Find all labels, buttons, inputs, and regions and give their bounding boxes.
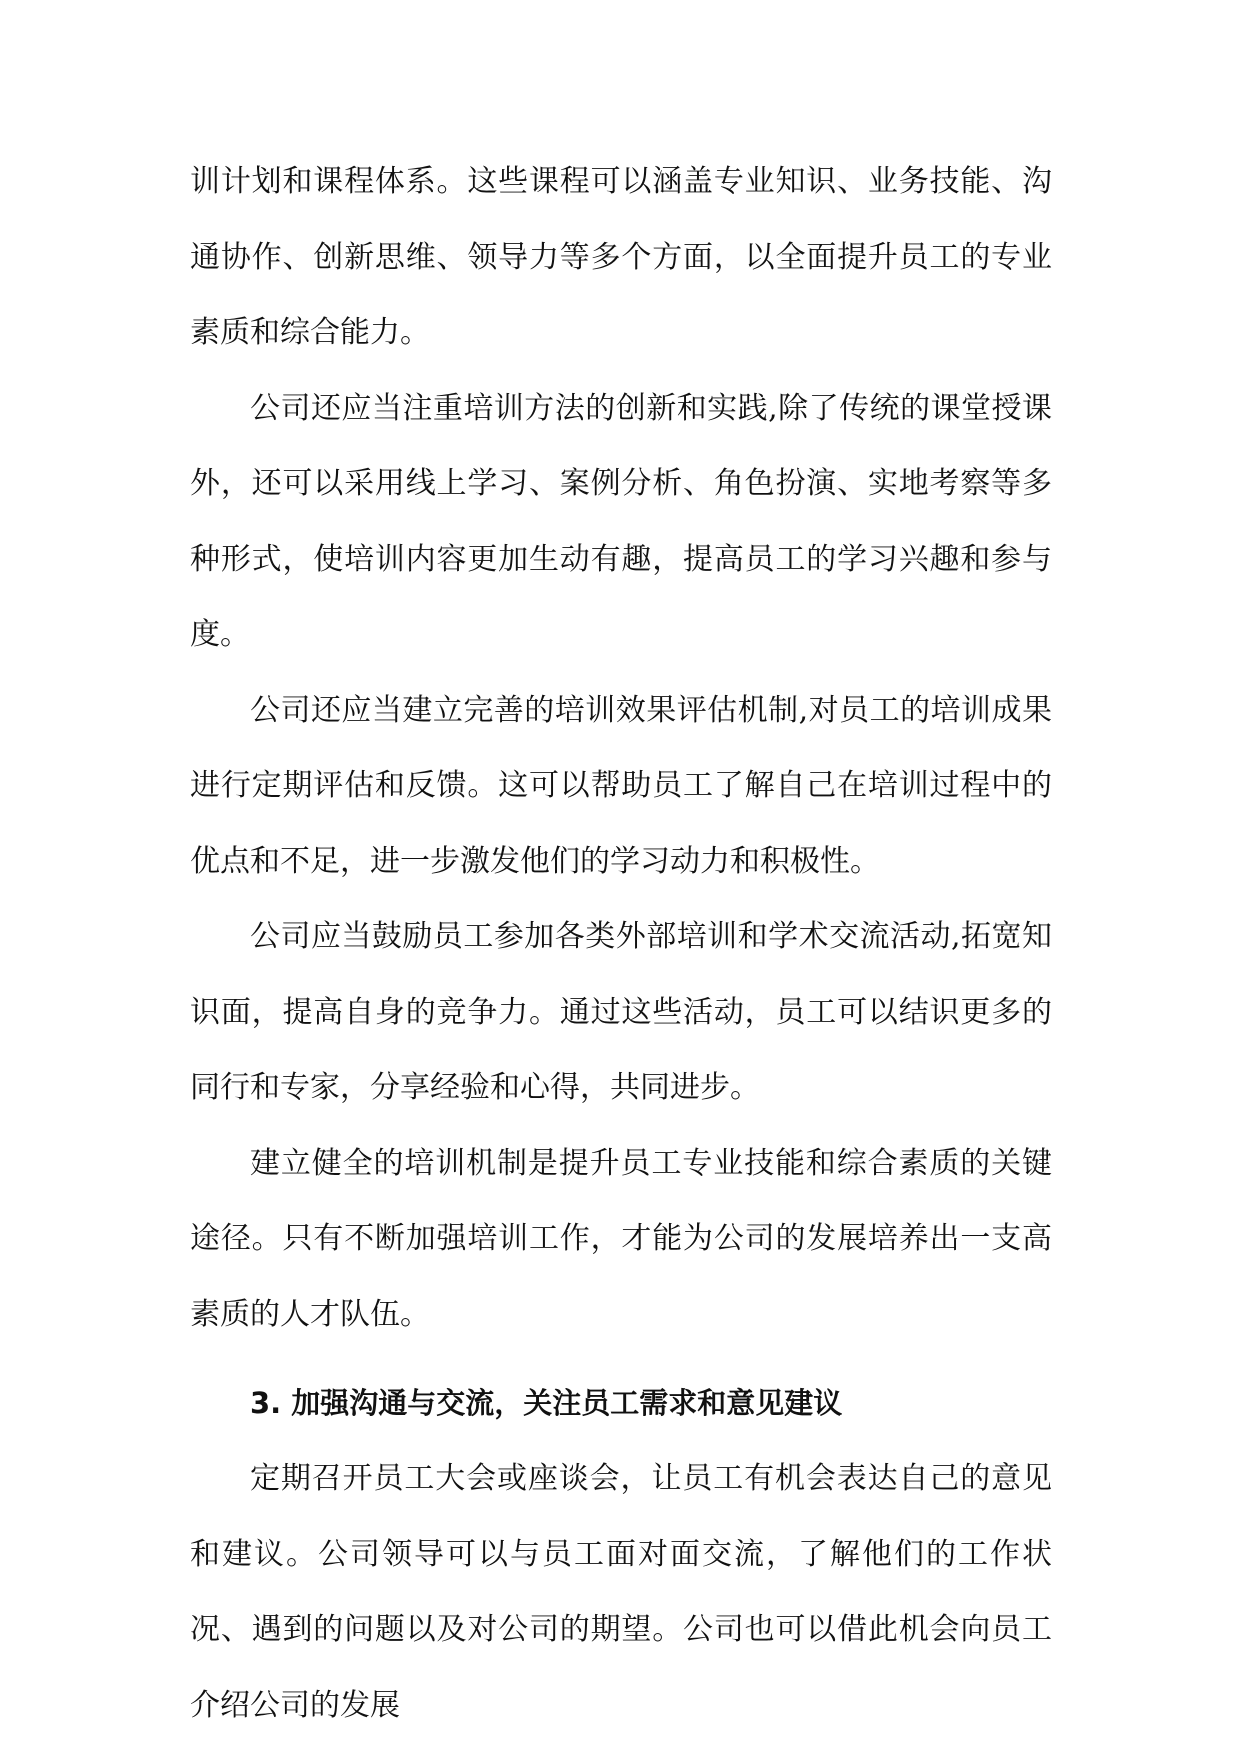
paragraph-training-methods: 公司还应当注重培训方法的创新和实践,除了传统的课堂授课外，还可以采用线上学习、案例分析、角色扮演、实地考察等多种形式，使培训内容更加生动有趣，提高员工的学习兴趣和参与度。 bbox=[190, 390, 1052, 652]
paragraph-training-evaluation: 公司还应当建立完善的培训效果评估机制,对员工的培训成果进行定期评估和反馈。这可以帮助员工了解自己在培训过程中的优点和不足，进一步激发他们的学习动力和积极性。 bbox=[190, 692, 1052, 879]
paragraph-staff-meetings: 定期召开员工大会或座谈会，让员工有机会表达自己的意见和建议。公司领导可以与员工面对面交流，了解他们的工作状况、遇到的问题以及对公司的期望。公司也可以借此机会向员工介绍公司的发展 bbox=[190, 1461, 1052, 1723]
paragraph-training-summary: 建立健全的培训机制是提升员工专业技能和综合素质的关键途径。只有不断加强培训工作，才能为公司的发展培养出一支高素质的人才队伍。 bbox=[190, 1145, 1052, 1332]
section-heading: 3. 加强沟通与交流，关注员工需求和意见建议 bbox=[250, 1386, 843, 1420]
paragraph-continued: 训计划和课程体系。这些课程可以涵盖专业知识、业务技能、沟通协作、创新思维、领导力等多个方面，以全面提升员工的专业素质和综合能力。 bbox=[190, 164, 1052, 350]
document-body bbox=[190, 144, 1052, 1743]
paragraph-external-training: 公司应当鼓励员工参加各类外部培训和学术交流活动,拓宽知识面，提高自身的竞争力。通过这些活动，员工可以结识更多的同行和专家，分享经验和心得，共同进步。 bbox=[190, 919, 1052, 1105]
